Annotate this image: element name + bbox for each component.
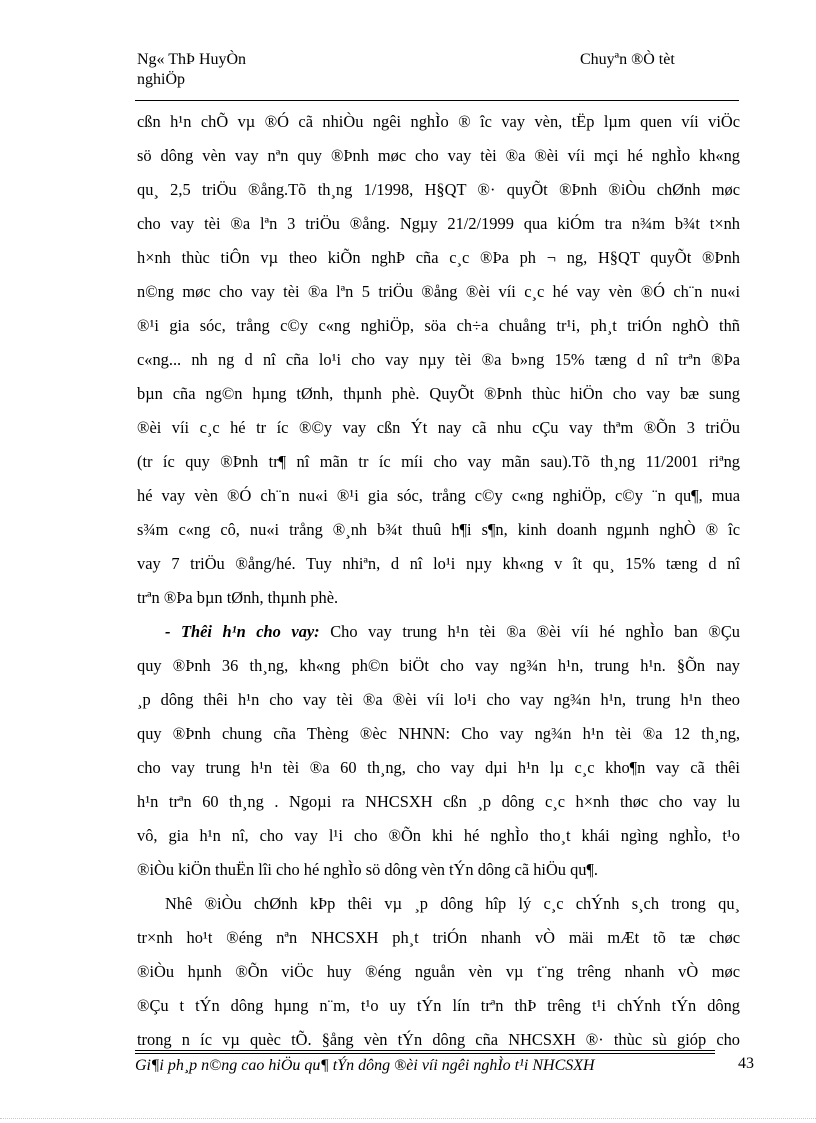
loan-term-text: Cho vay trung h¹n tèi ®a ®èi víi hé nghÌo ban ®Çu [319,622,740,641]
text-line: h¹n trªn 60 th¸ng . Ngoµi ra NHCSXH cßn ¸p dông c¸c h×nh thøc cho vay lu [137,792,740,811]
header-author-line1: Ng« ThÞ HuyÒn [137,51,247,68]
text-line: cho vay tèi ®a lªn 3 triÖu ®ång. Ngµy 21/2/1999 qua kiÓm tra n¾m b¾t t×nh [137,214,740,233]
text-line: trªn ®Þa bµn tØnh, thµnh phè. [137,588,339,607]
header-rule [135,100,739,101]
text-line: ®iÒu kiÖn thuËn lîi cho hé nghÌo sö dông vèn tÝn dông cã hiÖu qu¶. [137,860,599,879]
text-line: cho vay trung h¹n tèi ®a 60 th¸ng, cho vay dµi h¹n lµ c¸c kho¶n vay cã thêi [137,758,740,777]
text-line: quy ®Þnh chung cña Thèng ®èc NHNN: Cho vay ng¾n h¹n tèi ®a 12 th¸ng, [137,724,740,743]
text-line: ®iÒu hµnh ®Õn viÖc huy ®éng nguån vèn vµ t¨ng trêng nhanh vÒ møc [137,962,740,981]
text-line: s¾m c«ng cô, nu«i trång ®¸nh b¾t thuû h¶i s¶n, kinh doanh ngµnh nghÒ ® îc [137,520,740,539]
header-author-line2: nghiÖp [137,71,185,88]
text-line: ®¹i gia sóc, trång c©y c«ng nghiÖp, söa ch÷a chuång tr¹i, ph¸t triÓn nghÒ thñ [137,316,740,335]
header-author [137,50,246,90]
header-report-type: Chuyªn ®Ò tèt [580,51,675,68]
text-line: n©ng møc cho vay tèi ®a lªn 5 triÖu ®ång ®èi víi c¸c hé vay vèn ®Ó ch¨n nu«i [137,282,740,301]
text-line: h×nh thùc tiÔn vµ theo kiÕn nghÞ cña c¸c ®Þa ph ¬ ng, H§QT quyÕt ®Þnh [137,248,740,267]
loan-term-heading: - Thêi h¹n cho vay: [165,622,320,641]
text-line: Nhê ®iÒu chØnh kÞp thêi vµ ¸p dông hîp lý c¸c chÝnh s¸ch trong qu¸ [165,894,740,913]
page-number: 43 [738,1055,754,1072]
text-line: vô, gia h¹n nî, cho vay l¹i cho ®Õn khi hé nghÌo tho¸t khái ngìng nghÌo, t¹o [137,826,740,845]
text-line: vay 7 triÖu ®ång/hé. Tuy nhiªn, d nî lo¹i nµy kh«ng v ît qu¸ 15% tæng d nî [137,554,740,573]
footer-rule-top [135,1050,715,1051]
text-line: sö dông vèn vay nªn quy ®Þnh møc cho vay tèi ®a ®èi víi mçi hé nghÌo kh«ng [137,146,740,165]
text-line-loan-term [137,615,740,649]
text-line: c«ng... nh ng d nî cña lo¹i cho vay nµy tèi ®a b»ng 15% tæng d nî trªn ®Þa [137,350,740,369]
text-line: ®èi víi c¸c hé tr íc ®©y vay cßn Ýt nay cã nhu cÇu vay thªm ®Õn 3 triÖu [137,418,740,437]
text-line: quy ®Þnh 36 th¸ng, kh«ng ph©n biÖt cho vay ng¾n h¹n, trung h¹n. §Õn nay [137,656,740,675]
text-line: (tr íc quy ®Þnh tr¶ nî mãn tr íc míi cho vay mãn sau).Tõ th¸ng 11/2001 riªng [137,452,740,471]
body-text [137,105,740,1057]
footer-rule-bottom [135,1053,715,1054]
page-bottom-dotted-rule [0,1118,816,1119]
text-line: tr×nh ho¹t ®éng nªn NHCSXH ph¸t triÓn nhanh vÒ mäi mÆt tõ tæ chøc [137,928,740,947]
text-line: cßn h¹n chÕ vµ ®Ó cã nhiÒu ngêi nghÌo ® îc vay vèn, tËp lµm quen víi viÖc [137,112,740,131]
text-line: qu¸ 2,5 triÖu ®ång.Tõ th¸ng 1/1998, H§QT ®· quyÕt ®Þnh ®iÒu chØnh møc [137,180,740,199]
text-line: bµn cña ng©n hµng tØnh, thµnh phè. QuyÕt ®Þnh thùc hiÖn cho vay bæ sung [137,384,740,403]
text-line: trong n íc vµ quèc tÕ. §ång vèn tÝn dông cña NHCSXH ®· thùc sù gióp cho [137,1030,740,1049]
text-line: ¸p dông thêi h¹n cho vay tèi ®a ®èi víi lo¹i cho vay ng¾n h¹n, trung h¹n theo [137,690,740,709]
text-line: ®Çu t tÝn dông hµng n¨m, t¹o uy tÝn lín trªn thÞ trêng t¹i chÝnh tÝn dông [137,996,740,1015]
text-line: hé vay vèn ®Ó ch¨n nu«i ®¹i gia sóc, trång c©y c«ng nghiÖp, c©y ¨n qu¶, mua [137,486,740,505]
footer-title: Gi¶i ph¸p n©ng cao hiÖu qu¶ tÝn dông ®èi víi ngêi nghÌo t¹i NHCSXH [135,1057,595,1074]
